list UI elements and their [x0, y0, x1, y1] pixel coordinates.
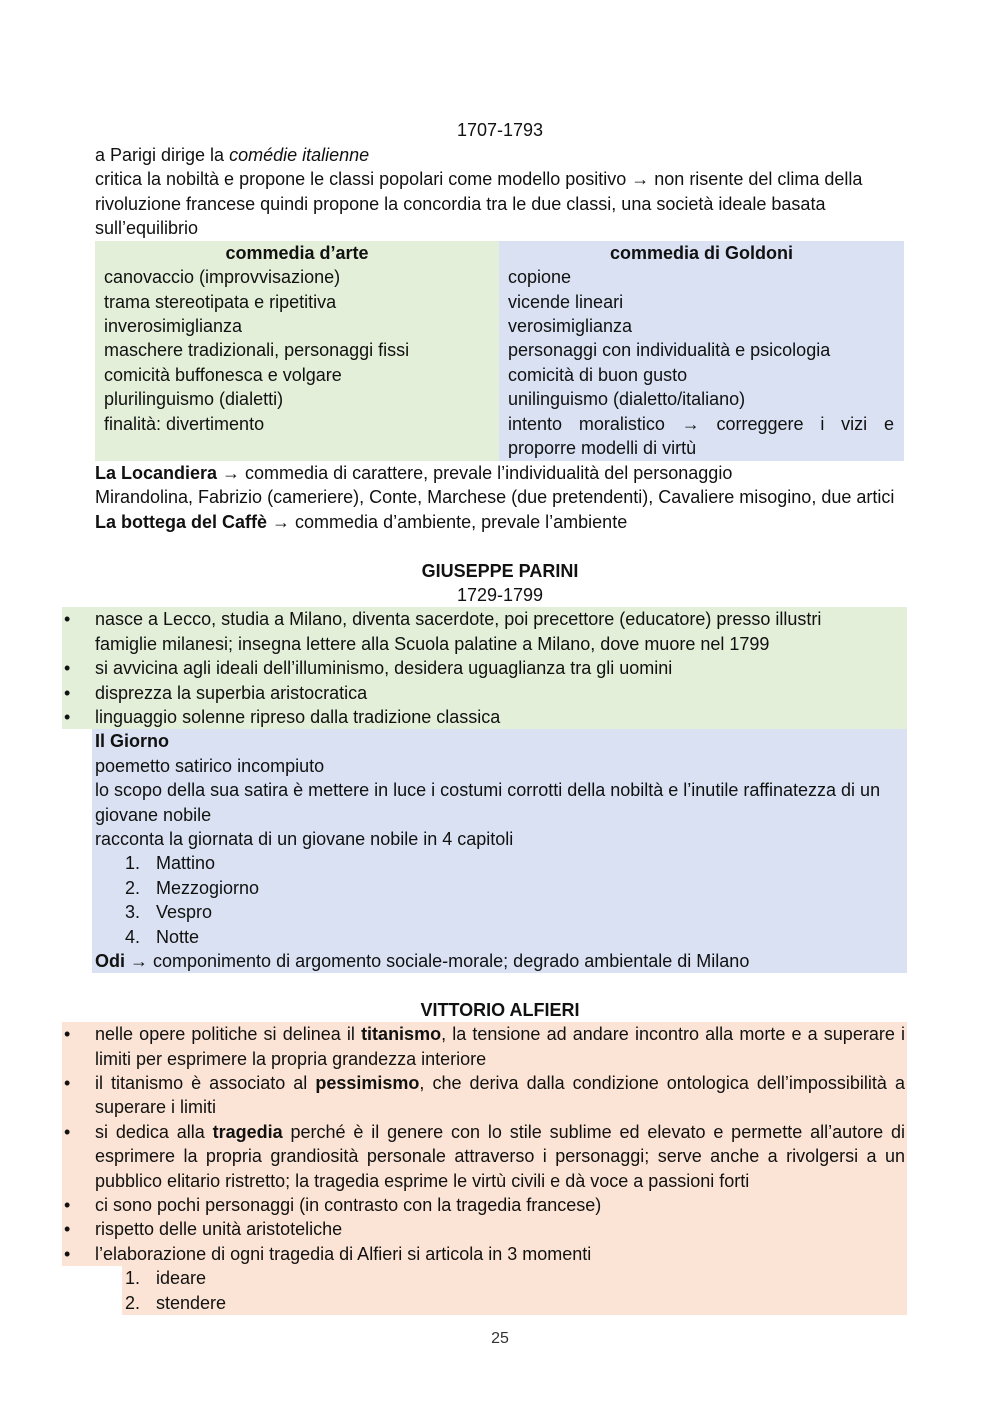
capitolo-number: 2. — [125, 878, 141, 898]
alfieri-keyword: tragedia — [212, 1122, 283, 1142]
alfieri-text: , che deriva dalla condizione ontologica dell’impossibilità a — [419, 1073, 906, 1093]
parini-bullet-text: si avvicina agli ideali dell’illuminismo, desidera uguaglianza tra gli uomini — [95, 658, 673, 678]
table-cell-arte: finalità: divertimento — [104, 414, 265, 434]
goldoni-paris-line — [95, 143, 905, 167]
goldoni-critica-line2: rivoluzione francese quindi propone la concordia tra le due classi, una società ideale basata — [95, 194, 826, 214]
alfieri-title: VITTORIO ALFIERI — [420, 1000, 580, 1020]
capitolo-label: Mezzogiorno — [156, 878, 260, 898]
table-cell-goldoni: unilinguismo (dialetto/italiano) — [508, 389, 746, 409]
alfieri-bullet-momenti: l’elaborazione di ogni tragedia di Alfieri si articola in 3 momenti — [95, 1244, 592, 1264]
capitolo-number: 1. — [125, 853, 141, 873]
bullet-icon: • — [64, 1219, 71, 1239]
table-cell-arte: canovaccio (improvvisazione) — [104, 267, 341, 287]
table-cell-goldoni: personaggi con individualità e psicologia — [508, 340, 831, 360]
odi-text: → componimento di argomento sociale-morale; degrado ambientale di Milano — [125, 951, 750, 971]
bullet-icon: • — [64, 1195, 71, 1215]
table-cell-arte: plurilinguismo (dialetti) — [104, 389, 284, 409]
table-cell-arte: trama stereotipata e ripetitiva — [104, 292, 337, 312]
alfieri-text: superare i limiti — [95, 1097, 217, 1117]
table-cell-arte: maschere tradizionali, personaggi fissi — [104, 340, 410, 360]
odi-line — [95, 949, 905, 973]
alfieri-keyword: titanismo — [361, 1024, 442, 1044]
alfieri-text: limiti per esprimere la propria grandezza interiore — [95, 1049, 487, 1069]
parini-dates: 1729-1799 — [456, 585, 544, 605]
momento-number: 1. — [125, 1268, 141, 1288]
goldoni-dates: 1707-1793 — [456, 120, 544, 140]
odi-title: Odi — [95, 951, 125, 971]
capitolo-label: Mattino — [156, 853, 216, 873]
table-cell-arte: inverosimiglianza — [104, 316, 243, 336]
parini-bullet-text: nasce a Lecco, studia a Milano, diventa sacerdote, poi precettore (educatore) presso illustri — [95, 609, 822, 629]
alfieri-text: il titanismo è associato al — [95, 1073, 316, 1093]
parini-title: GIUSEPPE PARINI — [421, 561, 579, 581]
parini-bullet-text: famiglie milanesi; insegna lettere alla Scuola palatine a Milano, dove muore nel 1799 — [95, 634, 770, 654]
alfieri-bullet-titanismo — [95, 1022, 905, 1046]
page-number: 25 — [491, 1330, 509, 1347]
alfieri-bullet-tragedia — [95, 1120, 905, 1144]
table-cell-goldoni: comicità di buon gusto — [508, 365, 688, 385]
giorno-line: poemetto satirico incompiuto — [95, 756, 325, 776]
capitolo-label: Notte — [156, 927, 200, 947]
parini-bullet-text: disprezza la superbia aristocratica — [95, 683, 368, 703]
parini-bullet-text: linguaggio solenne ripreso dalla tradizione classica — [95, 707, 501, 727]
bullet-icon: • — [64, 658, 71, 678]
momento-label: ideare — [156, 1268, 207, 1288]
table-cell-goldoni: proporre modelli di virtù — [508, 438, 697, 458]
alfieri-text: perché è il genere con lo stile sublime ed elevato e permette all’autore di — [282, 1122, 905, 1142]
bottega-line — [95, 510, 905, 534]
momento-number: 2. — [125, 1293, 141, 1313]
alfieri-text: esprimere la propria grandiosità personale attraverso i personaggi; serve anche a rivolgersi a un — [95, 1146, 905, 1166]
giorno-line: giovane nobile — [95, 805, 212, 825]
giorno-line: lo scopo della sua satira è mettere in luce i costumi corrotti della nobiltà e l’inutile raffinatezza di un — [95, 780, 881, 800]
alfieri-momenti-block — [122, 1266, 907, 1315]
alfieri-text: nelle opere politiche si delinea il — [95, 1024, 362, 1044]
capitolo-number: 4. — [125, 927, 141, 947]
goldoni-critica-line3: sull’equilibrio — [95, 218, 199, 238]
bottega-title: La bottega del Caffè — [95, 512, 268, 532]
table-cell-goldoni: verosimiglianza — [508, 316, 633, 336]
locandiera-title: La Locandiera — [95, 463, 218, 483]
giorno-line: racconta la giornata di un giovane nobile in 4 capitoli — [95, 829, 514, 849]
goldoni-paris-italic: comédie italienne — [229, 145, 370, 165]
capitolo-number: 3. — [125, 902, 141, 922]
locandiera-characters: Mirandolina, Fabrizio (cameriere), Conte, Marchese (due pretendenti), Cavaliere misogino, due artici — [95, 487, 895, 507]
alfieri-bullet-personaggi: ci sono pochi personaggi (in contrasto con la tragedia francese) — [95, 1195, 602, 1215]
bullet-icon: • — [64, 1024, 71, 1044]
capitolo-label: Vespro — [156, 902, 213, 922]
alfieri-bullet-unita: rispetto delle unità aristoteliche — [95, 1219, 343, 1239]
alfieri-keyword: pessimismo — [315, 1073, 420, 1093]
bottega-text: → commedia d’ambiente, prevale l’ambiente — [267, 512, 628, 532]
bullet-icon: • — [64, 1073, 71, 1093]
locandiera-text: → commedia di carattere, prevale l’individualità del personaggio — [217, 463, 733, 483]
locandiera-line — [95, 461, 905, 485]
momento-label: stendere — [156, 1293, 227, 1313]
alfieri-text: , la tensione ad andare incontro alla morte e a superare i — [441, 1024, 905, 1044]
table-cell-arte: comicità buffonesca e volgare — [104, 365, 342, 385]
table-cell-goldoni: intento moralistico → correggere i vizi e — [508, 414, 894, 434]
giorno-title: Il Giorno — [95, 731, 169, 751]
goldoni-critica-line1: critica la nobiltà e propone le classi popolari come modello positivo → non risente del clima della — [95, 169, 863, 189]
alfieri-text: pubblico elitario ristretto; la tragedia esprime le virtù civili e dà voce a passioni forti — [95, 1171, 750, 1191]
table-cell-goldoni: vicende lineari — [508, 292, 624, 312]
goldoni-paris-pre: a Parigi dirige la — [95, 145, 230, 165]
alfieri-text: si dedica alla — [95, 1122, 213, 1142]
table-header-arte: commedia d’arte — [225, 243, 369, 263]
alfieri-bullet-pessimismo — [95, 1071, 905, 1095]
bullet-icon: • — [64, 683, 71, 703]
table-header-goldoni: commedia di Goldoni — [609, 243, 793, 263]
bullet-icon: • — [64, 707, 71, 727]
bullet-icon: • — [64, 1244, 71, 1264]
bullet-icon: • — [64, 1122, 71, 1142]
bullet-icon: • — [64, 609, 71, 629]
table-cell-goldoni: copione — [508, 267, 572, 287]
